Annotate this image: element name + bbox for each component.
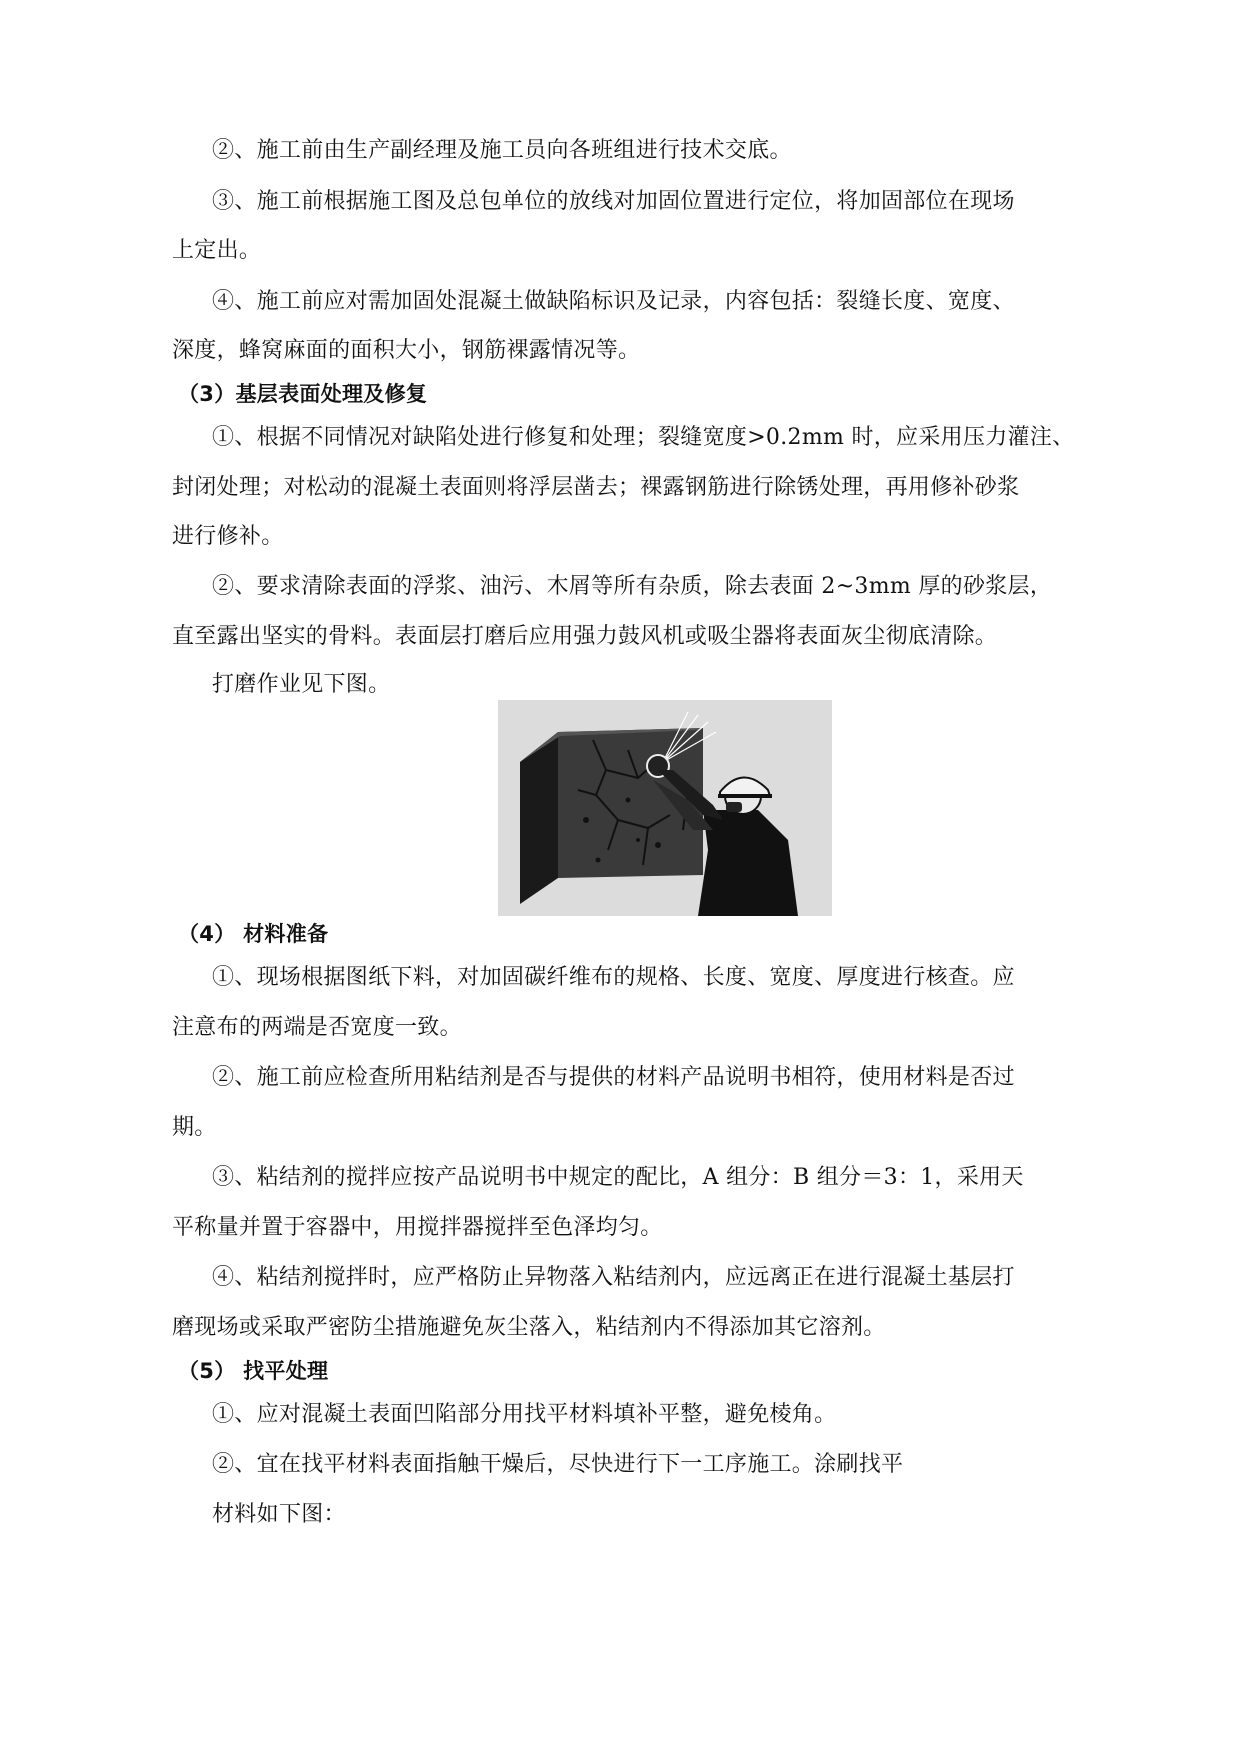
paragraph-line: 材料如下图： (212, 1502, 346, 1527)
paragraph-line: 封闭处理；对松动的混凝土表面则将浮层凿去；裸露钢筋进行除锈处理，再用修补砂浆 (172, 475, 1020, 500)
paragraph-line: 直至露出坚实的骨料。表面层打磨后应用强力鼓风机或吸尘器将表面灰尘彻底清除。 (172, 624, 998, 649)
paragraph-line: 深度，蜂窝麻面的面积大小，钢筋裸露情况等。 (172, 338, 641, 363)
paragraph-line: ④、粘结剂搅拌时，应严格防止异物落入粘结剂内，应远离正在进行混凝土基层打 (212, 1265, 1015, 1290)
paragraph-line: ④、施工前应对需加固处混凝土做缺陷标识及记录，内容包括：裂缝长度、宽度、 (212, 289, 1015, 314)
grinding-work-illustration-icon (498, 700, 832, 916)
paragraph-line: ①、现场根据图纸下料，对加固碳纤维布的规格、长度、宽度、厚度进行核查。应 (212, 965, 1015, 990)
grinding-figure (498, 700, 832, 916)
paragraph-line: ②、要求清除表面的浮浆、油污、木屑等所有杂质，除去表面 2~3mm 厚的砂浆层， (212, 574, 1053, 599)
paragraph-line: ①、根据不同情况对缺陷处进行修复和处理；裂缝宽度>0.2mm 时，应采用压力灌注、 (212, 425, 1075, 450)
section-heading: （4） 材料准备 (178, 922, 329, 946)
paragraph-line: 打磨作业见下图。 (212, 672, 391, 697)
paragraph-line: 注意布的两端是否宽度一致。 (172, 1015, 462, 1040)
section-heading: （5） 找平处理 (178, 1359, 329, 1383)
paragraph-line: 进行修补。 (172, 524, 284, 549)
section-heading: （3）基层表面处理及修复 (178, 382, 428, 406)
paragraph-line: ①、应对混凝土表面凹陷部分用找平材料填补平整，避免棱角。 (212, 1402, 837, 1427)
paragraph-line: ②、施工前由生产副经理及施工员向各班组进行技术交底。 (212, 138, 792, 163)
paragraph-line: ③、施工前根据施工图及总包单位的放线对加固位置进行定位，将加固部位在现场 (212, 189, 1015, 214)
paragraph-line: 平称量并置于容器中，用搅拌器搅拌至色泽均匀。 (172, 1215, 663, 1240)
paragraph-line: ②、宜在找平材料表面指触干燥后，尽快进行下一工序施工。涂刷找平 (212, 1452, 904, 1477)
paragraph-line: 期。 (172, 1115, 217, 1140)
paragraph-line: 上定出。 (172, 238, 262, 263)
paragraph-line: ②、施工前应检查所用粘结剂是否与提供的材料产品说明书相符，使用材料是否过 (212, 1065, 1015, 1090)
paragraph-line: ③、粘结剂的搅拌应按产品说明书中规定的配比，A 组分：B 组分＝3：1，采用天 (212, 1165, 1024, 1190)
paragraph-line: 磨现场或采取严密防尘措施避免灰尘落入，粘结剂内不得添加其它溶剂。 (172, 1315, 886, 1340)
